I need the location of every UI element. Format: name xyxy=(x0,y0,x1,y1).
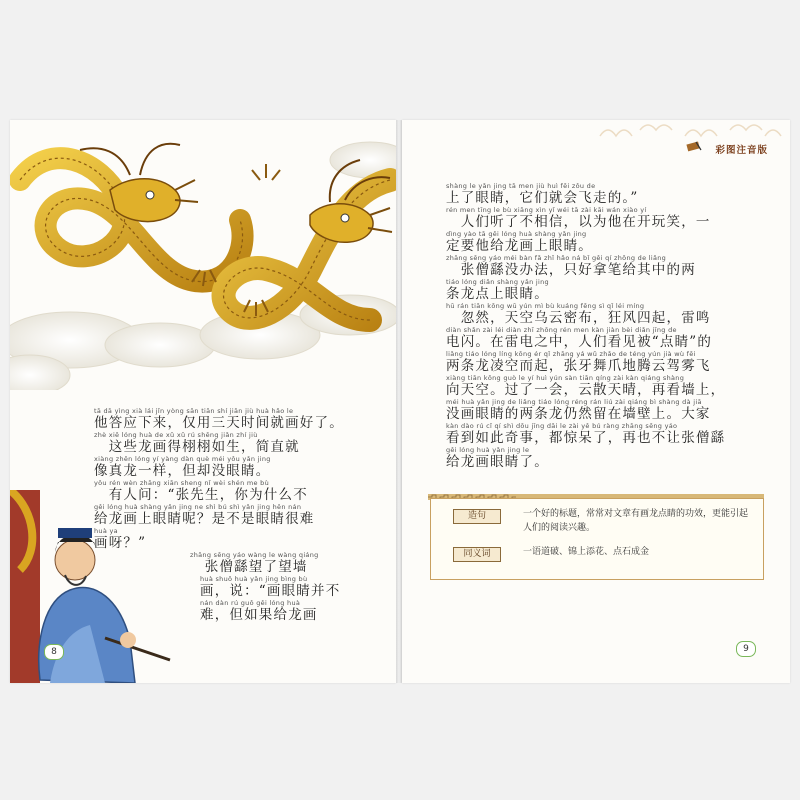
text-line xyxy=(94,407,344,431)
text-line xyxy=(94,527,146,551)
dragons-illustration xyxy=(10,120,396,390)
hanzi: 向天空。过了一会，云散天晴，再看墙上， xyxy=(446,382,726,398)
text-line xyxy=(200,599,318,623)
text-line xyxy=(190,551,319,575)
text-line xyxy=(446,182,638,206)
pinyin: kàn dào rú cǐ qí shì dōu jīng dāi le zài yě bú ràng zhāng sēng yáo xyxy=(446,422,678,430)
synonym-text: 一语道破、锦上添花、点石成金 xyxy=(523,547,650,557)
hanzi: 上了眼睛，它们就会飞走的。” xyxy=(446,190,639,206)
hanzi: 这些龙画得栩栩如生，简直就 xyxy=(94,439,300,455)
sentence-label: 造句 xyxy=(453,509,501,524)
vocabulary-tip-box xyxy=(430,498,764,580)
pinyin: diàn shǎn zài léi diàn zhī zhōng rén men kàn jiàn bèi diǎn jīng de xyxy=(446,326,677,334)
text-line xyxy=(446,398,711,422)
text-line xyxy=(94,503,315,527)
pinyin: zhāng sēng yáo wàng le wàng qiáng xyxy=(190,551,319,559)
pinyin: méi huà yǎn jing de liǎng tiáo lóng réng rán liú zài qiáng bì shàng dà jiā xyxy=(446,398,702,406)
hanzi: 定要他给龙画上眼睛。 xyxy=(446,238,593,254)
edition-label: 彩图注音版 xyxy=(715,145,768,156)
pinyin: dìng yào tā gěi lóng huà shàng yǎn jing xyxy=(446,230,587,238)
sentence-text: 一个好的标题，常常对文章有画龙点睛的功效，更能引起人们的阅读兴趣。 xyxy=(523,509,749,533)
pinyin: shàng le yǎn jing tā men jiù huì fēi zǒu de xyxy=(446,182,596,190)
pinyin: huà ya xyxy=(94,527,118,535)
hanzi: 有人问：“张先生，你为什么不 xyxy=(94,487,308,503)
pinyin: hū rán tiān kōng wū yún mì bù kuáng fēng sì qǐ léi míng xyxy=(446,302,645,310)
pinyin: xiàng tiān kōng guò le yí huì yún sàn tiān qíng zài kàn qiáng shàng xyxy=(446,374,685,382)
text-line xyxy=(446,446,549,470)
text-line xyxy=(446,278,549,302)
right-page xyxy=(402,120,790,683)
text-line xyxy=(446,230,593,254)
brush-icon xyxy=(686,140,702,152)
synonym-label: 同义词 xyxy=(453,547,501,562)
text-line xyxy=(446,302,711,326)
pinyin: nán dàn rú guǒ gěi lóng huà xyxy=(200,599,301,607)
left-page xyxy=(10,120,396,683)
text-line xyxy=(94,455,271,479)
text-line xyxy=(446,374,725,398)
cloud-pattern-decoration xyxy=(590,120,790,142)
pinyin: zhè xiē lóng huà de xǔ xǔ rú shēng jiǎn zhí jiù xyxy=(94,431,258,439)
pinyin: huà shuō huà yǎn jing bìng bù xyxy=(200,575,308,583)
hanzi: 人们听了不相信，以为他在开玩笑，一 xyxy=(446,214,711,230)
page-number: 9 xyxy=(736,641,756,657)
hanzi: 画呀？” xyxy=(94,535,147,551)
hanzi: 两条龙凌空而起，张牙舞爪地腾云驾雾飞 xyxy=(446,358,711,374)
pinyin: rén men tīng le bù xiāng xìn yǐ wéi tā zài kāi wán xiào yí xyxy=(446,206,647,214)
hanzi: 像真龙一样，但却没眼睛。 xyxy=(94,463,271,479)
hanzi: 没画眼睛的两条龙仍然留在墙壁上。大家 xyxy=(446,406,711,422)
text-line xyxy=(200,575,340,599)
hanzi: 看到如此奇事，都惊呆了，再也不让张僧繇 xyxy=(446,430,726,446)
pinyin: xiàng zhēn lóng yí yàng dàn què méi yǒu yǎn jing xyxy=(94,455,271,463)
hanzi: 画，说：“画眼睛并不 xyxy=(200,583,341,599)
hanzi: 给龙画上眼睛呢？是不是眼睛很难 xyxy=(94,511,315,527)
pinyin: tā dā yìng xià lái jǐn yòng sān tiān shí jiān jiù huà hǎo le xyxy=(94,407,294,415)
pinyin: liǎng tiáo lóng líng kōng ér qǐ zhāng yá wǔ zhǎo de téng yún jià wù fēi xyxy=(446,350,696,358)
pinyin: gěi lóng huà yǎn jing le xyxy=(446,446,530,454)
hanzi: 张僧繇没办法，只好拿笔给其中的两 xyxy=(446,262,696,278)
text-line xyxy=(446,350,711,374)
text-line xyxy=(94,479,308,503)
text-line xyxy=(446,206,711,230)
hanzi: 张僧繇望了望墙 xyxy=(190,559,308,575)
text-line xyxy=(446,254,696,278)
pinyin: yǒu rén wèn zhāng xiān sheng nǐ wèi shén me bù xyxy=(94,479,270,487)
text-line xyxy=(94,431,300,455)
page-number: 8 xyxy=(44,644,64,660)
hanzi: 忽然，天空乌云密布，狂风四起，雷鸣 xyxy=(446,310,711,326)
hanzi: 条龙点上眼睛。 xyxy=(446,286,549,302)
text-line xyxy=(446,326,712,350)
hanzi: 他答应下来，仅用三天时间就画好了。 xyxy=(94,415,344,431)
pinyin: zhāng sēng yáo méi bàn fǎ zhǐ hǎo ná bǐ gěi qí zhōng de liǎng xyxy=(446,254,667,262)
hanzi: 难，但如果给龙画 xyxy=(200,607,318,623)
pinyin: gěi lóng huà shàng yǎn jing ne shì bú shì yǎn jing hěn nán xyxy=(94,503,302,511)
pinyin: tiáo lóng diǎn shàng yǎn jing xyxy=(446,278,549,286)
hanzi: 给龙画眼睛了。 xyxy=(446,454,549,470)
text-line xyxy=(446,422,725,446)
hanzi: 电闪。在雷电之中，人们看见被“点睛”的 xyxy=(446,334,713,350)
